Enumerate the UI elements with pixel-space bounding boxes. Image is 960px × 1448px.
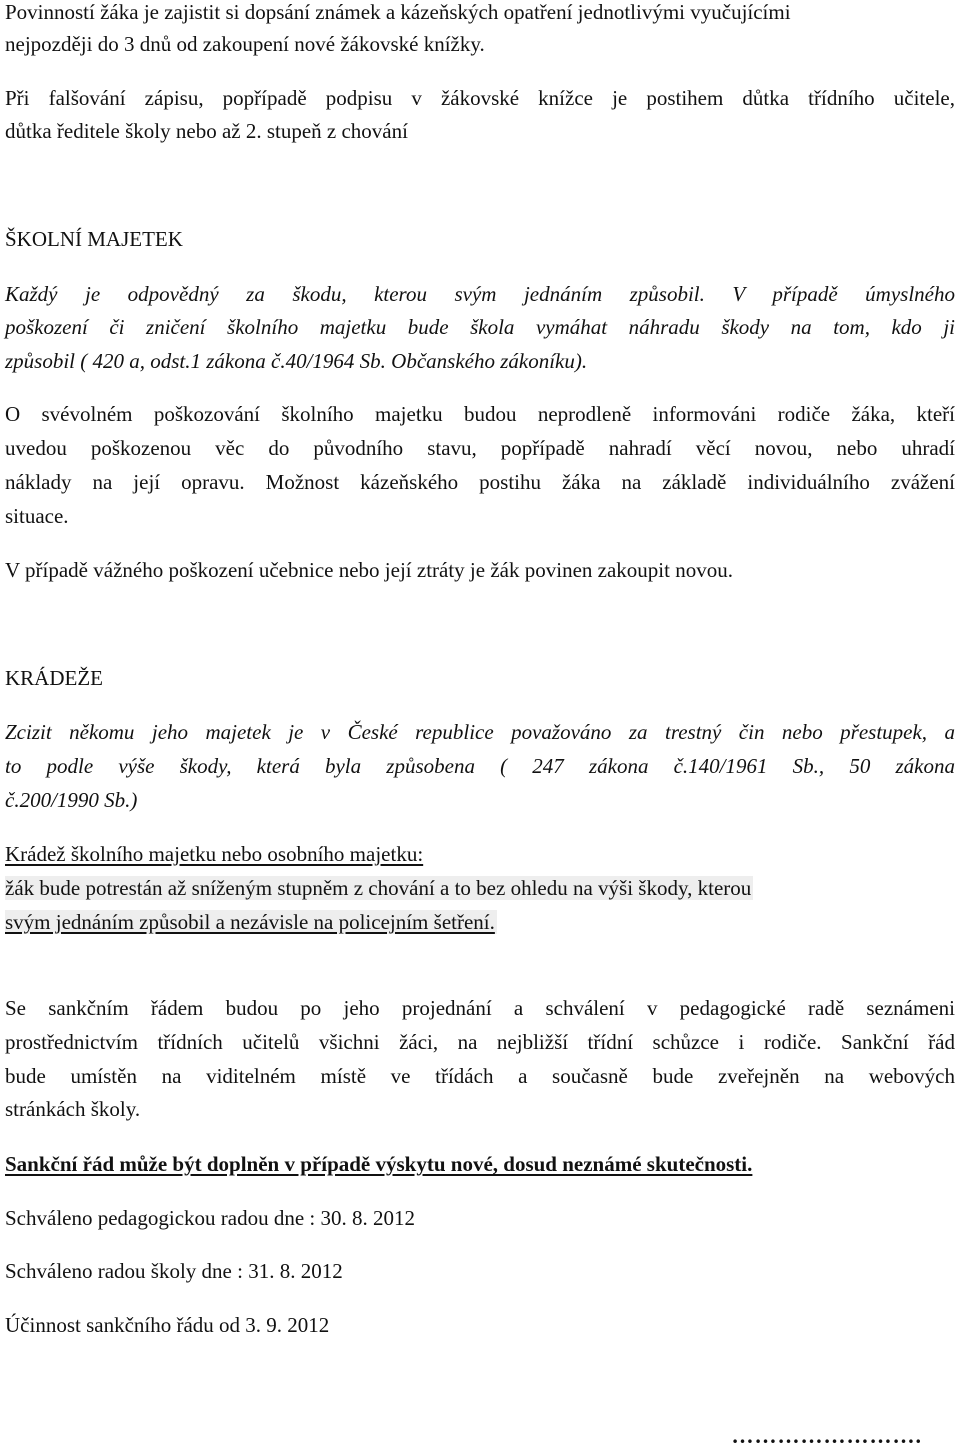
heading-skolni-majetek: ŠKOLNÍ MAJETEK <box>5 227 183 251</box>
majetek-textbook-paragraph: V případě vážného poškození učebnice nebo její ztráty je žák povinen zakoupit novou. <box>5 558 733 582</box>
intro-line-2: nejpozději do 3 dnů od zakoupení nové žákovské knížky. <box>5 32 485 56</box>
majetek-paragraph-line-1: O svévolném poškozování školního majetku budou neprodleně informováni rodiče žáka, kteří <box>5 402 955 426</box>
kradeze-highlight-text-1: žák bude potrestán až sníženým stupněm z chování a to bez ohledu na výši škody, kterou <box>5 876 752 900</box>
closing-line-2: prostřednictvím třídních učitelů všichni žáci, na nejbližší třídní schůzce i rodiče. Sankční řád <box>5 1030 955 1054</box>
heading-kradeze: KRÁDEŽE <box>5 666 103 690</box>
kradeze-sub-heading-text: Krádež školního majetku nebo osobního majetku: <box>5 842 424 866</box>
bold-note-text: Sankční řád může být doplněn v případě výskytu nové, dosud neznámé skutečnosti. <box>5 1152 753 1176</box>
signature-dots: ……………………. <box>731 1423 922 1448</box>
closing-line-3: bude umístěn na viditelném místě ve třídách a současně bude zveřejněn na webových <box>5 1064 955 1088</box>
kradeze-italic-line-1: Zcizit někomu jeho majetek je v České republice považováno za trestný čin nebo přestupek, a <box>5 720 955 744</box>
intro-line-3: Při falšování zápisu, popřípadě podpisu v žákovské knížce je postihem důtka třídního učitele, <box>5 86 955 110</box>
intro-line-4: důtka ředitele školy nebo až 2. stupeň z chování <box>5 119 408 143</box>
kradeze-highlight-text-2: svým jednáním způsobil a nezávisle na policejním šetření. <box>5 910 495 934</box>
kradeze-sub-heading <box>5 842 955 866</box>
bold-note-line <box>5 1152 955 1176</box>
approved-teachers: Schváleno pedagogickou radou dne : 30. 8. 2012 <box>5 1206 415 1230</box>
intro-line-1: Povinností žáka je zajistit si dopsání známek a kázeňských opatření jednotlivými vyučujícími <box>5 0 791 24</box>
majetek-paragraph-line-4: situace. <box>5 504 69 528</box>
effective-date: Účinnost sankčního řádu od 3. 9. 2012 <box>5 1313 330 1337</box>
kradeze-italic-line-3: č.200/1990 Sb.) <box>5 788 138 812</box>
majetek-paragraph-line-3: náklady na její opravu. Možnost kázeňského postihu žáka na základě individuálního zvážení <box>5 470 955 494</box>
kradeze-highlight-line-1 <box>5 876 955 900</box>
majetek-italic-line-2: poškození či zničení školního majetku bude škola vymáhat náhradu škody na tom, kdo ji <box>5 315 955 339</box>
majetek-italic-line-3: způsobil ( 420 a, odst.1 zákona č.40/1964 Sb. Občanského zákoníku). <box>5 349 588 373</box>
closing-line-4: stránkách školy. <box>5 1097 141 1121</box>
approved-board: Schváleno radou školy dne : 31. 8. 2012 <box>5 1259 343 1283</box>
kradeze-italic-line-2: to podle výše škody, která byla způsobena ( 247 zákona č.140/1961 Sb., 50 zákona <box>5 754 955 778</box>
closing-line-1: Se sankčním řádem budou po jeho projednání a schválení v pedagogické radě seznámeni <box>5 996 955 1020</box>
majetek-italic-line-1: Každý je odpovědný za škodu, kterou svým jednáním způsobil. V případě úmyslného <box>5 282 955 306</box>
kradeze-highlight-line-2 <box>5 910 955 934</box>
majetek-paragraph-line-2: uvedou poškozenou věc do původního stavu, popřípadě nahradí věcí novou, nebo uhradí <box>5 436 955 460</box>
